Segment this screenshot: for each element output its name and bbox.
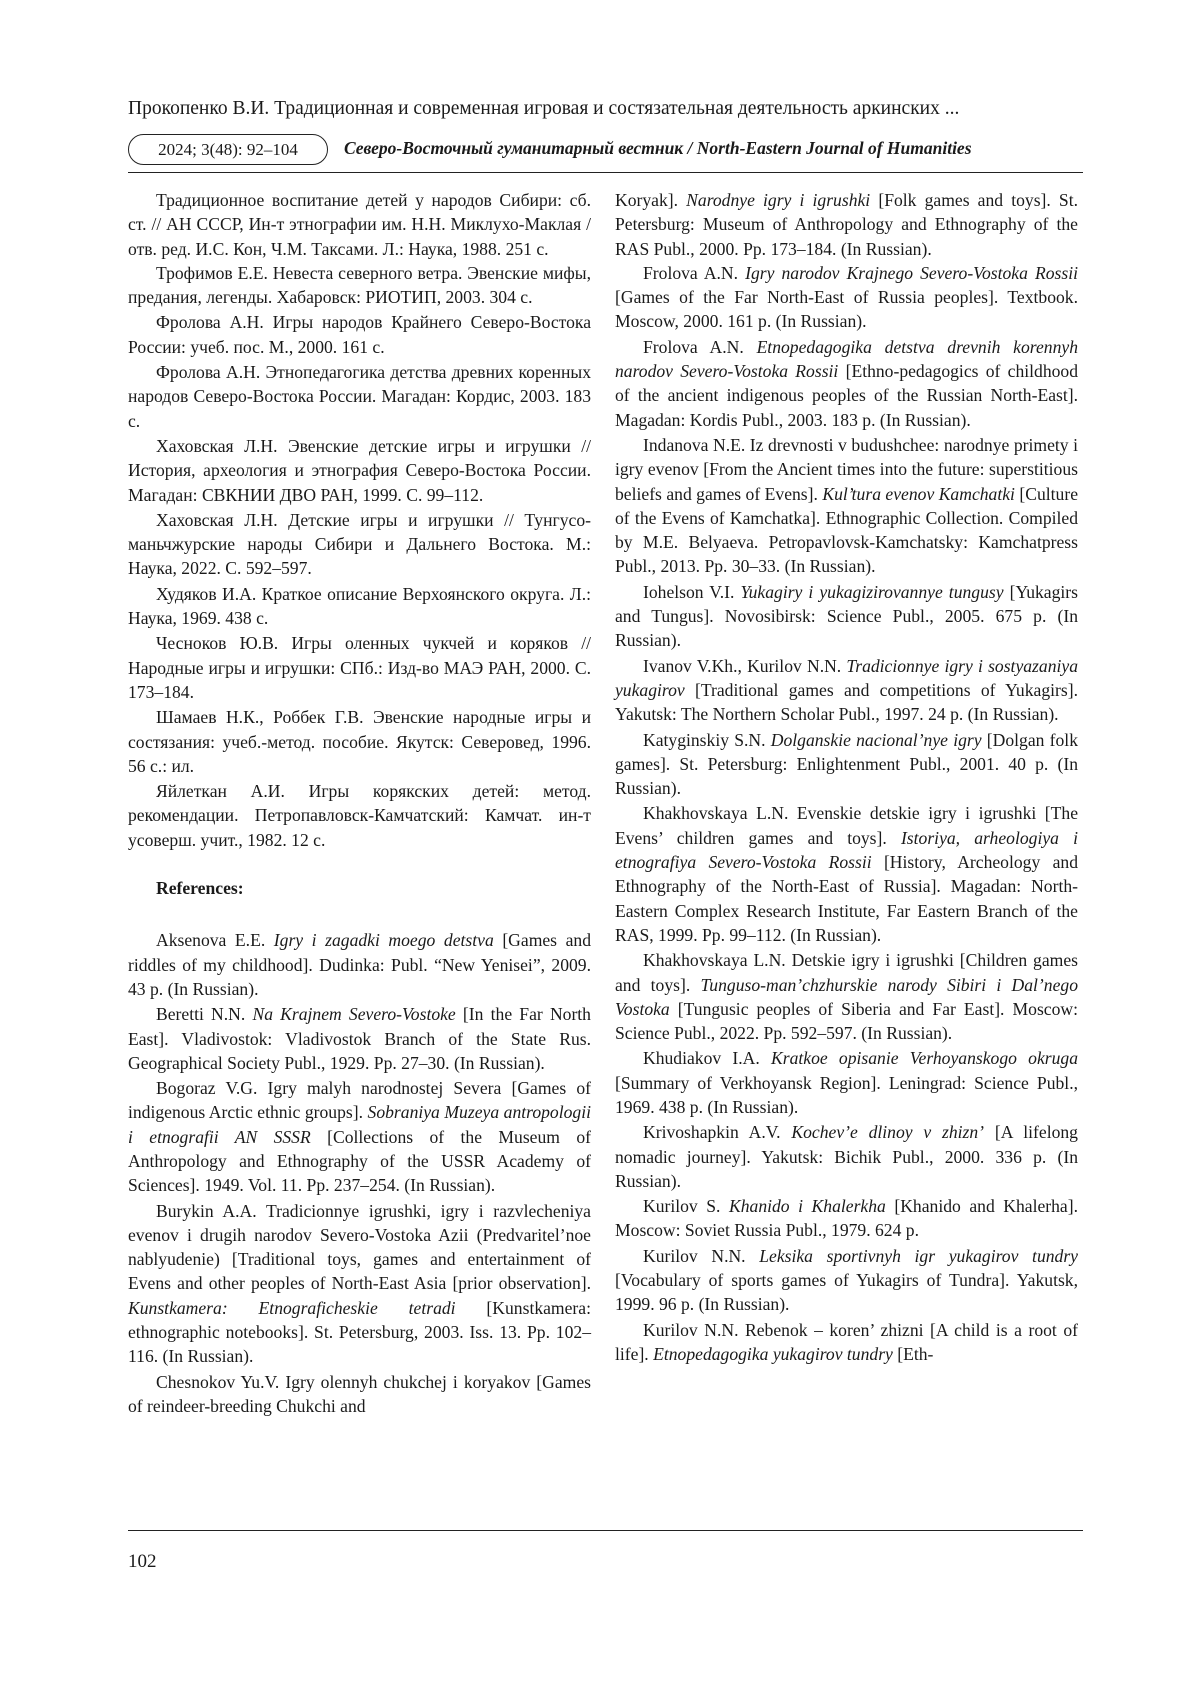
ref-text: Beretti N.N. (156, 1004, 253, 1025)
ref-text: Khakhovskaya L.N. Detskie igry i igrushki [Children games and toys]. (615, 950, 1078, 995)
reference-entry (615, 580, 1078, 653)
ref-title: Leksika sportivnyh igr yukagirov tundry (759, 1245, 1078, 1266)
ref-title: Tunguso-man’chzhurskie narody Sibiri i Dal’nego Vostoka (615, 974, 1078, 1019)
ref-title: Tradicionnye igry i sostyazaniya yukagirov (615, 655, 1078, 700)
ref-text: [Dolgan folk games]. St. Petersburg: Enlightenment Publ., 2001. 40 p. (In Russian). (615, 729, 1078, 799)
ref-title: Kunstkamera: Etnograficheskie tetradi (128, 1297, 456, 1318)
reference-entry (615, 1046, 1078, 1119)
ref-text: [Culture of the Evens of Kamchatka]. Ethnographic Collection. Compiled by M.E. Belyaeva. Petropavlovsk-Kamchatsky: Kamchatpress Publ., 2013. Pp. 30–33. (In Russian). (615, 483, 1079, 577)
ref-text: [Games of the Far North-East of Russia peoples]. Textbook. Moscow, 2000. 161 p. (In Russian). (615, 287, 1078, 332)
ref-text: [Traditional games and competitions of Yukagirs]. Yakutsk: The Northern Scholar Publ., 1997. 24 p. (In Russian). (615, 679, 1078, 725)
ref-text: Koryak]. (615, 190, 687, 210)
ref-text: [A lifelong nomadic journey]. Yakutsk: Bichik Publ., 2000. 336 p. (In Russian). (615, 1122, 1078, 1191)
ref-text: Krivoshapkin A.V. (643, 1122, 792, 1143)
ref-text: [Kunstkamera: ethnographic notebooks]. St. Petersburg, 2003. Iss. 13. Pp. 102–116. (In Russian). (128, 1297, 591, 1367)
ref-text: Indanova N.E. Iz drevnosti v budushchee: narodnye primety i igry evenov [From the Ancient times into the future: superstitious beliefs and games of Evens]. (615, 434, 1078, 504)
ref-title: Narodnye igry i igrushki (686, 190, 871, 210)
ref-title: Sobraniya Muzeya antropologii i etnografii AN SSSR (128, 1102, 591, 1147)
reference-entry: Трофимов Е.Е. Невеста северного ветра. Эвенские мифы, предания, легенды. Хабаровск: РИОТИП, 2003. 304 с. (128, 262, 591, 308)
ref-text: [In the Far North East]. Vladivostok: Vladivostok Branch of the State Rus. Geographical Society Publ., 1929. Pp. 27–30. (In Russian). (128, 1004, 591, 1073)
ref-text: Katyginskiy S.N. (643, 729, 771, 750)
reference-entry: Яйлеткан А.И. Игры корякских детей: метод. рекомендации. Петропавловск-Камчатский: Камчат. ин-т усоверш. учит., 1982. 12 с. (128, 781, 591, 850)
ref-title: Etnopedagogika detstva drevnih korennyh narodov Severo-Vostoka Rossii (615, 336, 1078, 382)
ref-title: Kul’tura evenov Kamchatki (822, 483, 1015, 504)
ref-title: Kratkoe opisanie Verhoyanskogo okruga (771, 1048, 1078, 1069)
ref-text: [Ethno-pedagogics of childhood of the ancient indigenous peoples of the Russian North-East]. Magadan: Kordis Publ., 2003. 183 p. (In Russian). (615, 361, 1079, 430)
reference-entry (615, 1120, 1078, 1193)
ref-text: [History, Archeology and Ethnography of the North-East of Russia]. Magadan: North-Eastern Complex Research Institute, Far Eastern Branch of the RAS, 1999. Pp. 99–112. (In Russian). (615, 852, 1078, 945)
reference-entry: Шамаев Н.К., Роббек Г.В. Эвенские народные игры и состязания: учеб.-метод. пособие. Якутск: Северовед, 1996. 56 с.: ил. (128, 707, 591, 776)
reference-entry (615, 335, 1078, 432)
ref-title: Igry i zagadki moego detstva (273, 930, 494, 951)
ref-text: [Vocabulary of sports games of Yukagirs of Tundra]. Yakutsk, 1999. 96 p. (In Russian). (615, 1270, 1078, 1315)
reference-entry: Чесноков Ю.В. Игры оленных чукчей и коряков // Народные игры и игрушки: СПб.: Изд-во МАЭ РАН, 2000. С. 173–184. (128, 633, 591, 702)
ref-text: Khakhovskaya L.N. Evenskie detskie igry i igrushki [The Evens’ children games and toys]. (615, 803, 1078, 848)
reference-entry: Фролова А.Н. Этнопедагогика детства древних коренных народов Северо-Востока России. Магадан: Кордис, 2003. 183 с. (128, 362, 591, 431)
reference-entry: Фролова А.Н. Игры народов Крайнего Северо-Востока России: учеб. пос. М., 2000. 161 с. (128, 312, 591, 357)
ref-text: Kurilov N.N. Rebenok – koren’ zhizni [A child is a root of life]. (615, 1319, 1078, 1364)
reference-entry (615, 728, 1078, 801)
ref-text: [Summary of Verkhoyansk Region]. Leningrad: Science Publ., 1969. 438 p. (In Russian). (615, 1072, 1078, 1117)
ref-title: Igry narodov Krajnego Severo-Vostoka Rossii (745, 262, 1078, 283)
ref-text: Frolova A.N. (643, 336, 757, 357)
ref-title: Yukagiry i yukagizirovannye tungusy (740, 581, 1004, 602)
ref-text: [Collections of the Museum of Anthropology and Ethnography of the USSR Academy of Sciences]. 1949. Vol. 11. Pp. 237–254. (In Russian). (128, 1126, 591, 1196)
reference-entry (615, 948, 1078, 1045)
ref-text: Bogoraz V.G. Igry malyh narodnostej Severa [Games of indigenous Arctic ethnic groups]. (128, 1078, 591, 1123)
reference-entry (128, 928, 591, 1001)
reference-entry (128, 1370, 591, 1419)
english-reference-list (615, 261, 1078, 1366)
references-heading: References: (156, 878, 244, 899)
ref-text: [Games and riddles of my childhood]. Dudinka: Publ. “New Yenisei”, 2009. 43 p. (In Russian). (128, 930, 592, 999)
journal-title: Северо-Восточный гуманитарный вестник / North-Eastern Journal of Humanities (344, 138, 972, 158)
ref-title: Etnopedagogika yukagirov tundry (653, 1343, 893, 1364)
ref-text: [Yukagirs and Tungus]. Novosibirsk: Science Publ., 2005. 675 p. (In Russian). (615, 581, 1078, 651)
reference-entry (128, 1002, 591, 1075)
english-reference-list (128, 928, 591, 1418)
reference-entry (615, 261, 1078, 334)
ref-text: Khudiakov I.A. (643, 1048, 771, 1069)
running-title: Прокопенко В.И. Традиционная и современная игровая и состязательная деятельность аркинских ... (128, 98, 960, 119)
reference-entry (128, 1199, 591, 1369)
ref-text: Chesnokov Yu.V. Igry olennyh chukchej i koryakov [Games of reindeer-breeding Chukchi and (128, 1371, 591, 1416)
ref-text: [Eth- (892, 1343, 934, 1364)
ref-text: Kurilov S. (643, 1196, 729, 1217)
reference-entry: Хаховская Л.Н. Детские игры и игрушки // Тунгусо-маньчжурские народы Сибири и Дальнего Востока. М.: Наука, 2022. С. 592–597. (128, 509, 591, 579)
ref-text: [Folk games and toys]. St. Petersburg: Museum of Anthropology and Ethnography of the RAS Publ., 2000. Pp. 173–184. (In Russian). (615, 190, 1079, 259)
page-number: 102 (128, 1551, 157, 1572)
reference-entry: Хаховская Л.Н. Эвенские детские игры и игрушки // История, археология и этнография Северо-Востока России. Магадан: СВКНИИ ДВО РАН, 1999. С. 99–112. (128, 435, 591, 505)
ref-text: Burykin A.A. Tradicionnye igrushki, igry i razvlecheniya evenov i drugih narodov Severo-Vostoka Azii (Predvaritel’noe nablyudenie) [Traditional toys, games and entertainment of Evens and other peoples of North-East Asia [prior observation]. (128, 1200, 591, 1294)
reference-entry (615, 188, 1078, 261)
ref-title: Dolganskie nacional’nye igry (770, 729, 982, 750)
reference-entry (615, 654, 1078, 727)
ref-title: Istoriya, arheologiya i etnografiya Severo-Vostoka Rossii (615, 827, 1078, 873)
reference-entry (615, 801, 1078, 947)
ref-text: Iohelson V.I. (643, 581, 741, 602)
reference-entry: Традиционное воспитание детей у народов Сибири: сб. ст. // АН СССР, Ин-т этнографии им. Н.Н. Миклухо-Маклая / отв. ред. И.С. Кон, Ч.М. Таксами. Л.: Наука, 1988. 251 с. (128, 190, 591, 259)
ref-title: Na Krajnem Severo-Vostoke (252, 1004, 456, 1025)
footer-rule (128, 1530, 1083, 1531)
reference-entry (615, 1194, 1078, 1243)
reference-entry (615, 433, 1078, 579)
ref-text: Frolova A.N. (643, 262, 746, 283)
ref-title: Khanido i Khalerkha (728, 1196, 886, 1217)
ref-text: [Tungusic peoples of Siberia and Far East]. Moscow: Science Publ., 2022. Pp. 592–597. (In Russian). (615, 998, 1078, 1044)
ref-text: Aksenova E.E. (156, 930, 274, 951)
issue-badge: 2024; 3(48): 92–104 (128, 134, 328, 165)
reference-entry: Худяков И.А. Краткое описание Верхоянского округа. Л.: Наука, 1969. 438 с. (128, 583, 591, 629)
left-column (128, 188, 591, 1418)
ref-text: [Khanido and Khalerha]. Moscow: Soviet Russia Publ., 1979. 624 p. (615, 1196, 1079, 1241)
reference-entry (615, 1318, 1078, 1367)
header-rule (128, 172, 1083, 173)
right-column (615, 188, 1078, 1366)
ref-title: Kochev’e dlinoy v zhizn’ (791, 1122, 985, 1143)
russian-reference-list (128, 261, 591, 852)
reference-entry (128, 1076, 591, 1197)
ref-text: Kurilov N.N. (643, 1245, 760, 1266)
reference-entry (615, 1244, 1078, 1317)
ref-text: Ivanov V.Kh., Kurilov N.N. (643, 655, 847, 676)
